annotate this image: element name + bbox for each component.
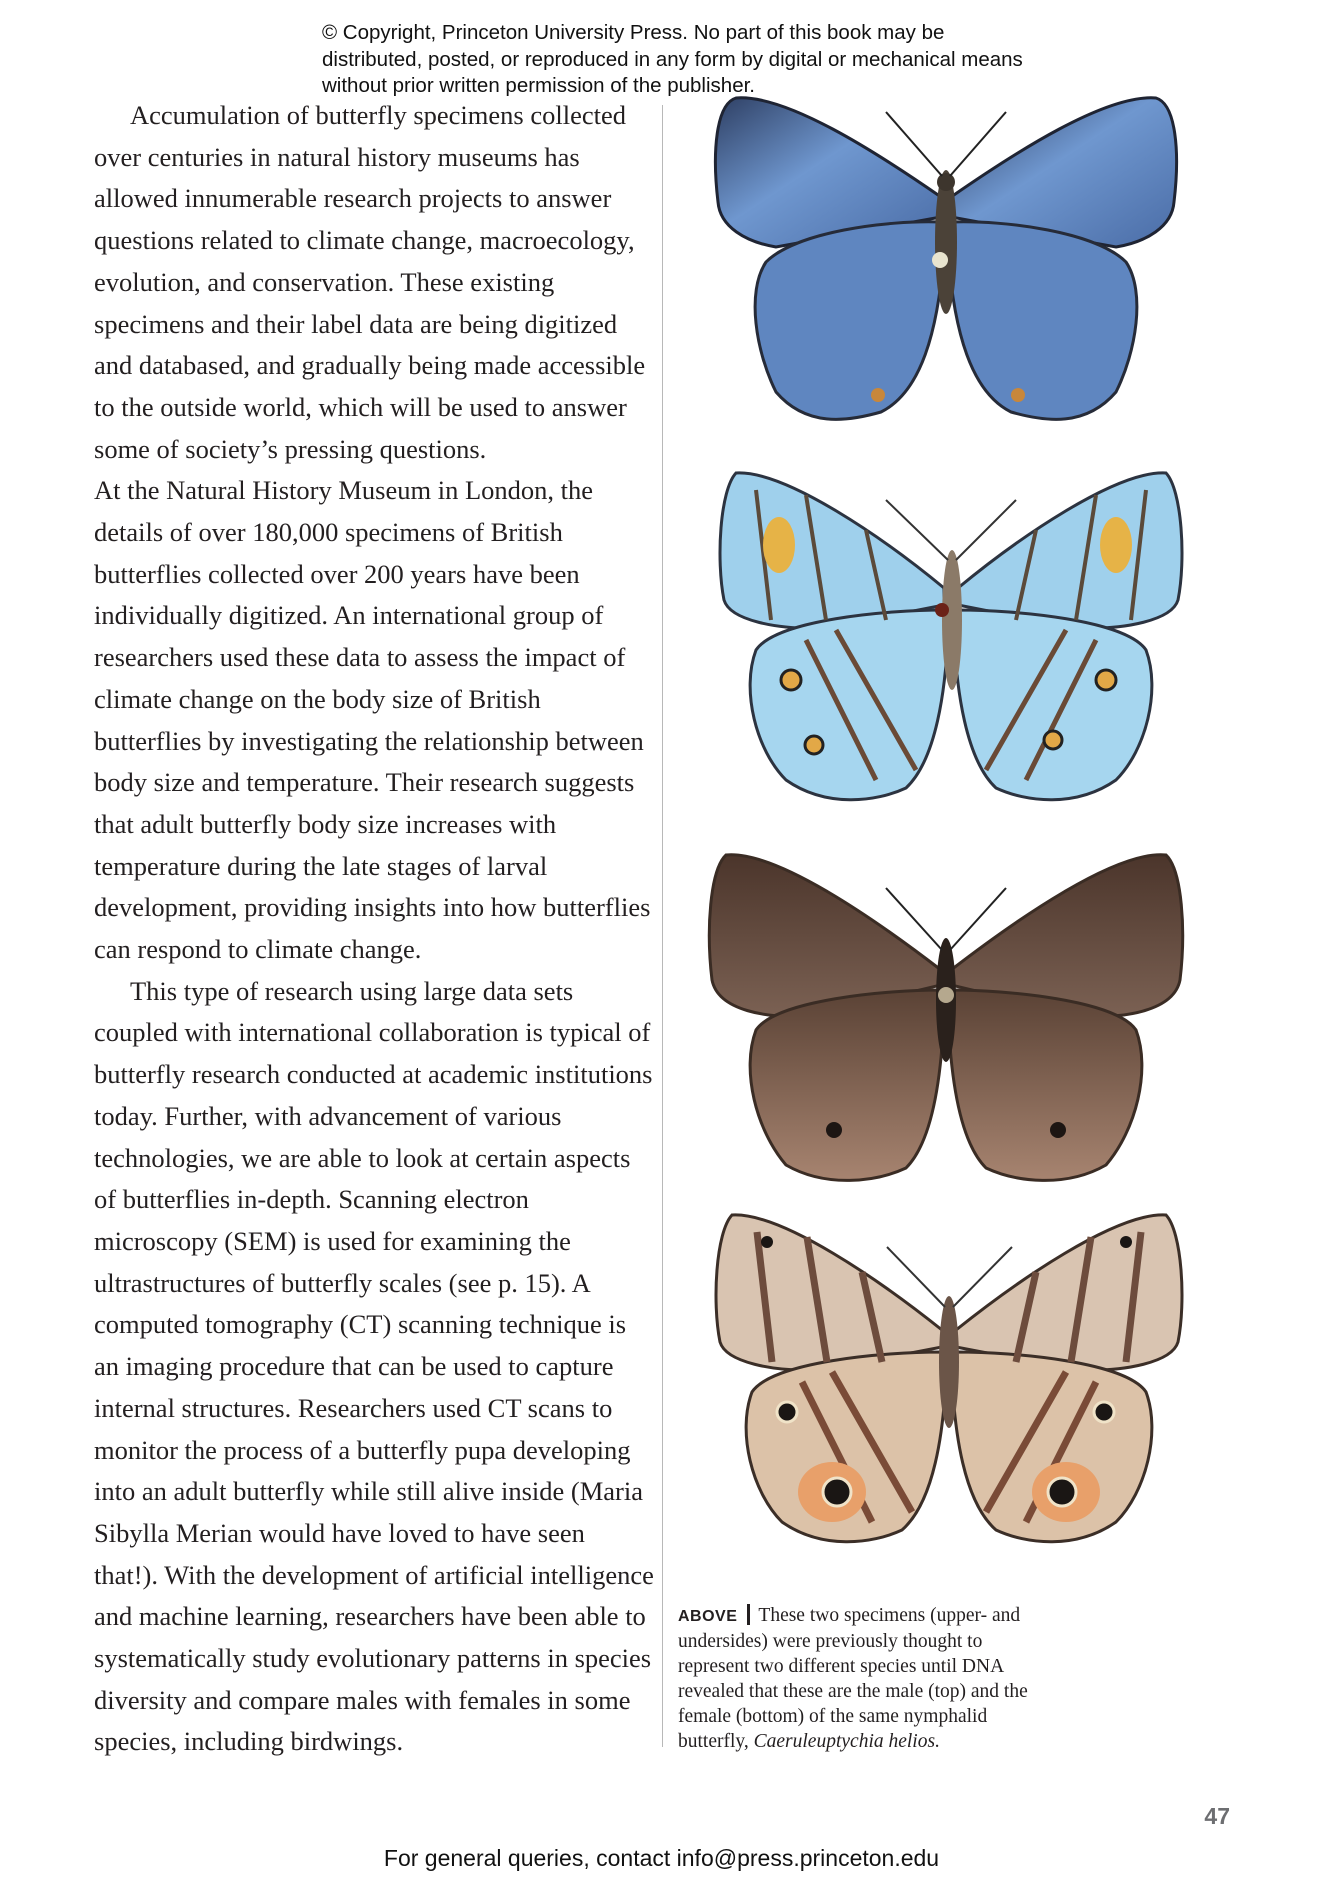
footer-contact: For general queries, contact info@press.princeton.edu — [383, 1845, 940, 1871]
caption-species: Caeruleuptychia helios. — [753, 1731, 940, 1752]
butterfly-female-upperside-image — [706, 850, 1186, 1185]
paragraph: At the Natural History Museum in London, the details of over 180,000 specimens of British butterflies collected over 200 years have been individually digitized. An international group of researchers used these data to assess the impact of climate change on the body size of British butterflies by investigating the relationship between body size and temperature. Their research suggests that adult butterfly body size increases with temperature during the late stages of larval development, providing insights into how butterflies can respond to climate change. — [94, 475, 651, 965]
page-number: 47 — [1204, 1803, 1230, 1829]
butterfly-male-underside-image — [716, 470, 1186, 810]
paragraph: This type of research using large data sets coupled with international collaboration is typical of butterfly research conducted at academic institutions today. Further, with advancement of various technologies, we are able to look at certain aspects of butterflies in-depth. Scanning electron microscopy (SEM) is used for examining the ultrastructures of butterfly scales (see p. 15). A computed tomography (CT) scanning technique is an imaging procedure that can be used to capture internal structures. Researchers used CT scans to monitor the process of a butterfly pupa developing into an adult butterfly while still alive inside (Maria Sibylla Merian would have loved to have seen that!). With the development of artificial intelligence and machine learning, researchers have been able to systematically study evolutionary patterns in species diversity and compare males with females in some species, including birdwings. — [94, 975, 654, 1757]
caption-separator — [747, 1604, 750, 1625]
butterfly-female-underside-image — [712, 1212, 1186, 1552]
column-divider — [662, 105, 663, 1747]
paragraph: Accumulation of butterfly specimens collected over centuries in natural history museums has allowed innumerable research projects to answer questions related to climate change, macroecology, evolution, and conservation. These existing specimens and their label data are being digitized and databased, and gradually being made accessible to the outside world, which will be used to answer some of society’s pressing questions. — [94, 100, 646, 464]
body-text — [94, 95, 654, 1763]
caption-lead: ABOVE — [678, 1608, 738, 1625]
caption-text: These two specimens (upper- and undersides) were previously thought to represent two different species until DNA revealed that these are the male (top) and the female (bottom) of the same nymphalid butterfly, — [678, 1605, 1028, 1752]
butterfly-male-upperside-image — [706, 92, 1186, 430]
copyright-notice: © Copyright, Princeton University Press. No part of this book may be distributed, posted, or reproduced in any form by digital or mechanical means without prior written permission of the publisher. — [322, 21, 1023, 97]
figure-caption — [678, 1603, 1058, 1754]
